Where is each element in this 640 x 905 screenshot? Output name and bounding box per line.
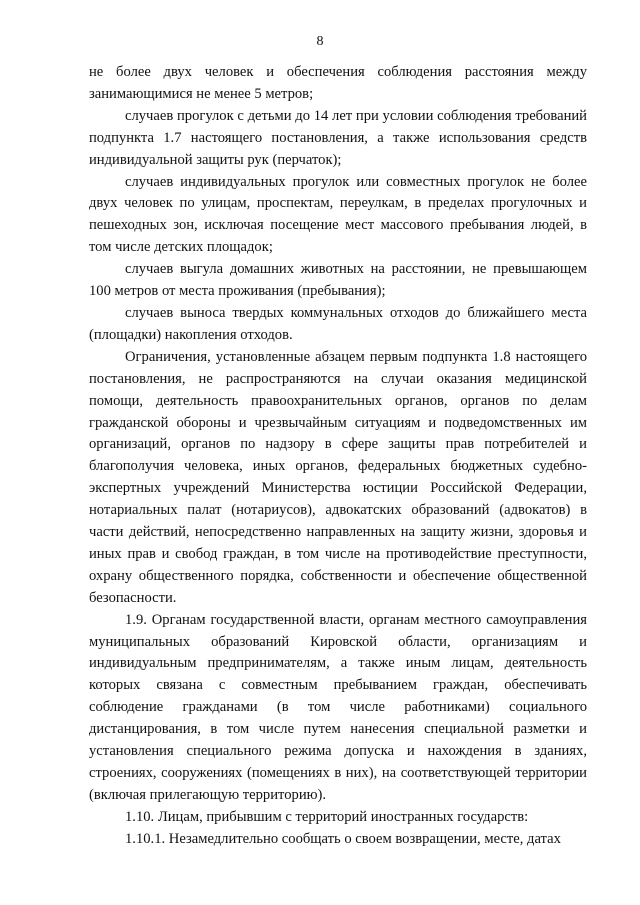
paragraph-restriction-exceptions: Ограничения, установленные абзацем первым подпункта 1.8 настоящего постановления, не распространяются на случаи оказания медицинской помощи, деятельность правоохранительных органов, органов по делам гражданской обороны и чрезвычайным ситуациям и подведомственных им организаций, органов по надзору в сфере защиты прав потребителей и благополучия человека, иных органов, федеральных бюджетных судебно-экспертных учреждений Министерства юстиции Российской Федерации, нотариальных палат (нотариусов), адвокатских образований (адвокатов) в части действий, непосредственно направленных на защиту жизни, здоровья и иных прав и свобод граждан, в том числе на противодействие преступности, охрану общественного порядка, собственности и обеспечение общественной безопасности. [89,348,587,606]
paragraph-waste-disposal: случаев выноса твердых коммунальных отходов до ближайшего места (площадки) накопления отходов. [89,304,587,343]
page-number: 8 [316,34,324,49]
paragraph-walks-with-children: случаев прогулок с детьми до 14 лет при условии соблюдения требований подпункта 1.7 настоящего постановления, а также использования средств индивидуальной защиты рук (перчаток); [89,107,587,168]
paragraph-continuation: не более двух человек и обеспечения соблюдения расстояния между занимающимися не менее 5 метров; [89,64,587,102]
paragraph-section-1-9: 1.9. Органам государственной власти, органам местного самоуправления муниципальных образований Кировской области, организациям и индивидуальным предпринимателям, а также иным лицам, деятельность которых связана с совместным пребыванием граждан, обеспечивать соблюдение гражданами (в том числе работниками) социального дистанцирования, в том числе путем нанесения специальной разметки и установления специального режима допуска и нахождения в зданиях, строениях, сооружениях (помещениях в них), на соответствующей территории (включая прилегающую территорию). [89,611,587,803]
document-body [89,62,587,851]
paragraph-individual-walks: случаев индивидуальных прогулок или совместных прогулок не более двух человек по улицам, проспектам, переулкам, в пределах прогулочных и пешеходных зон, исключая посещение мест массового пребывания людей, в том числе детских площадок; [89,173,587,256]
paragraph-section-1-10: 1.10. Лицам, прибывшим с территорий иностранных государств: [125,808,529,825]
paragraph-section-1-10-1: 1.10.1. Незамедлительно сообщать о своем возвращении, месте, датах [125,830,561,847]
paragraph-pet-walking: случаев выгула домашних животных на расстоянии, не превышающем 100 метров от места проживания (пребывания); [89,261,587,300]
